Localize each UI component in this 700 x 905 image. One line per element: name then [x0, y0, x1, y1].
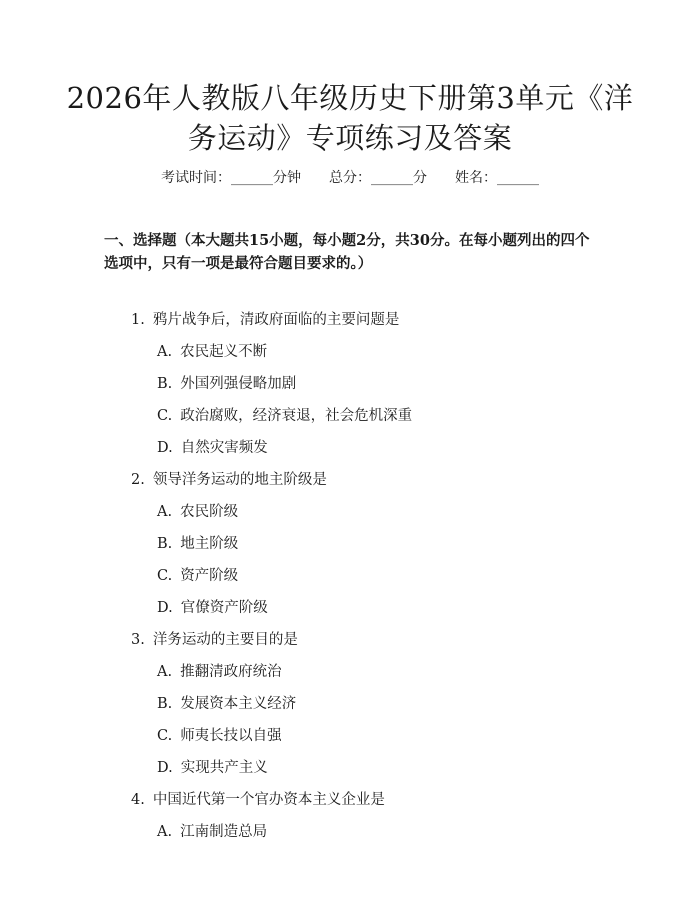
option-letter: A.	[157, 504, 173, 520]
question-1-option-c	[157, 406, 412, 426]
student-name-field	[455, 170, 539, 186]
student-name-label: 姓名：	[455, 170, 497, 186]
option-letter: A.	[157, 664, 173, 680]
option-text: 外国列强侵略加剧	[180, 376, 297, 392]
option-text: 发展资本主义经济	[180, 696, 297, 712]
question-text: 洋务运动的主要目的是	[152, 632, 298, 648]
question-text: 鸦片战争后，清政府面临的主要问题是	[152, 312, 400, 328]
option-letter: A.	[157, 824, 173, 840]
question-2	[131, 470, 327, 490]
question-3-option-d	[157, 758, 268, 778]
question-2-option-c	[157, 566, 238, 586]
question-4	[131, 790, 385, 810]
section-heading: 一、选择题（本大题共15小题，每小题2分，共30分。在每小题列出的四个选项中，只有一项是最符合题目要求的。）	[104, 232, 590, 272]
option-text: 实现共产主义	[180, 760, 268, 776]
question-number: 4.	[131, 792, 145, 808]
question-2-option-b	[157, 534, 238, 554]
question-4-option-a	[157, 822, 267, 842]
option-letter: B.	[157, 536, 173, 552]
total-score-field	[329, 170, 427, 186]
question-number: 3.	[131, 632, 145, 648]
option-text: 地主阶级	[180, 536, 239, 552]
option-text: 自然灾害频发	[180, 440, 268, 456]
question-1-option-b	[157, 374, 296, 394]
option-text: 江南制造总局	[180, 824, 268, 840]
option-letter: D.	[157, 600, 173, 616]
option-text: 政治腐败，经济衰退，社会危机深重	[180, 408, 413, 424]
exam-time-label: 考试时间：	[161, 170, 231, 186]
question-number: 1.	[131, 312, 145, 328]
option-letter: A.	[157, 344, 173, 360]
exam-time-unit: 分钟	[273, 170, 301, 186]
option-text: 资产阶级	[180, 568, 239, 584]
option-text: 师夷长技以自强	[180, 728, 282, 744]
question-3-option-a	[157, 662, 282, 682]
question-text: 领导洋务运动的地主阶级是	[152, 472, 327, 488]
exam-time-blank: ______	[231, 170, 273, 186]
question-text: 中国近代第一个官办资本主义企业是	[152, 792, 385, 808]
exam-meta-line	[0, 168, 700, 188]
question-3	[131, 630, 298, 650]
option-letter: C.	[157, 408, 173, 424]
question-3-option-b	[157, 694, 296, 714]
option-letter: D.	[157, 760, 173, 776]
option-text: 官僚资产阶级	[180, 600, 268, 616]
option-letter: D.	[157, 440, 173, 456]
total-score-unit: 分	[413, 170, 427, 186]
question-1	[131, 310, 399, 330]
question-3-option-c	[157, 726, 282, 746]
option-text: 农民阶级	[180, 504, 239, 520]
option-letter: B.	[157, 376, 173, 392]
question-1-option-a	[157, 342, 267, 362]
option-letter: C.	[157, 728, 173, 744]
question-1-option-d	[157, 438, 268, 458]
option-text: 推翻清政府统治	[180, 664, 282, 680]
total-score-label: 总分：	[329, 170, 371, 186]
option-text: 农民起义不断	[180, 344, 268, 360]
student-name-blank: ______	[497, 170, 539, 186]
question-number: 2.	[131, 472, 145, 488]
exam-time-field	[161, 170, 301, 186]
option-letter: C.	[157, 568, 173, 584]
total-score-blank: ______	[371, 170, 413, 186]
document-title: 2026年人教版八年级历史下册第3单元《洋务运动》专项练习及答案	[66, 81, 634, 155]
question-2-option-a	[157, 502, 238, 522]
option-letter: B.	[157, 696, 173, 712]
question-2-option-d	[157, 598, 268, 618]
